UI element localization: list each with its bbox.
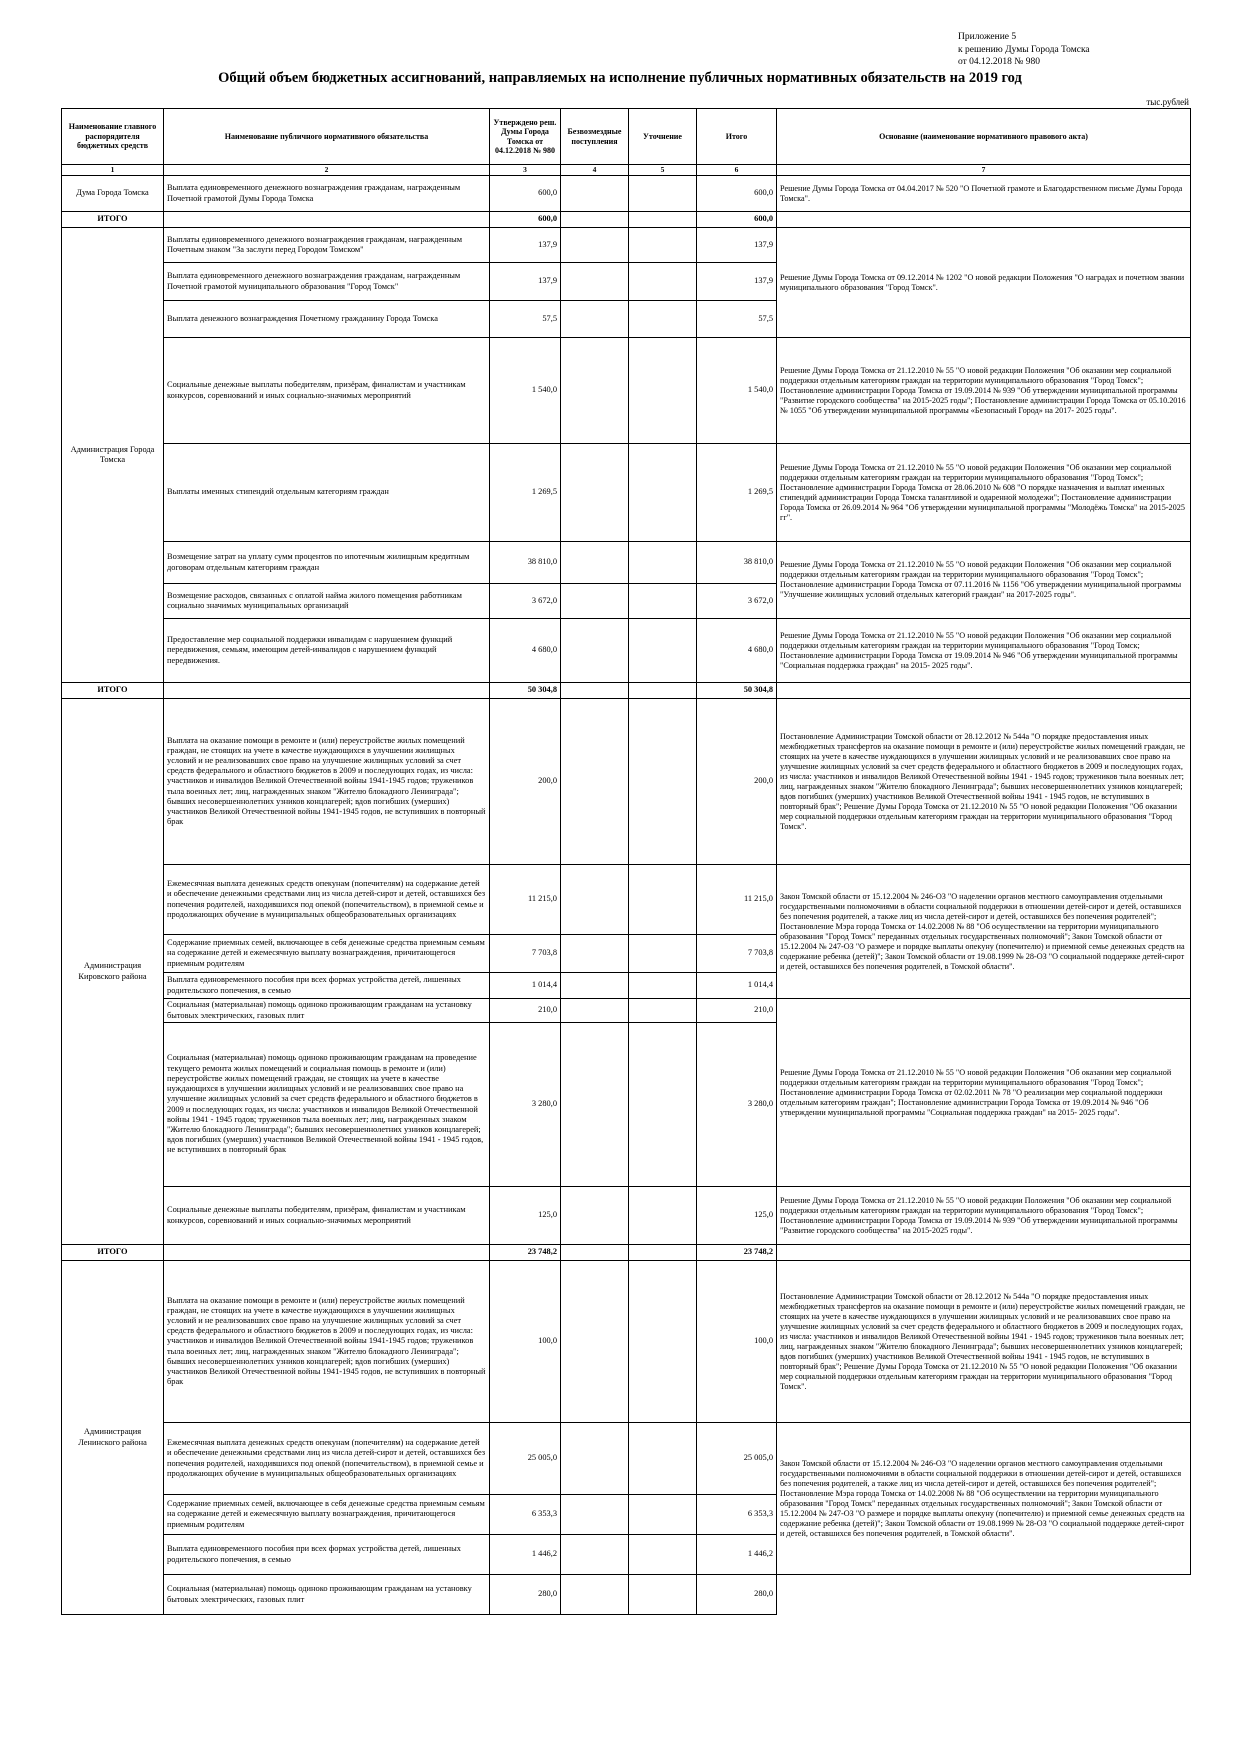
appendix-note [958, 31, 1090, 69]
subtotal-label: ИТОГО [62, 683, 164, 699]
distributor-name: Дума Города Томска [62, 176, 164, 212]
total-value: 210,0 [697, 999, 777, 1023]
basis-text: Решение Думы Города Томска от 09.12.2014 № 1202 "О новой редакции Положения "О наградах и почетном звании муниципального образования "Город Томск". [777, 228, 1191, 338]
obligation-name: Выплата на оказание помощи в ремонте и (или) переустройстве жилых помещений граждан, не стоящих на учете в качестве нуждающихся в улучшении жилищных условий и не реализовавших свое право на улучшение жилищных условий за счет средств федерального и областного бюджетов в 2009 и последующих годах, из числа: участников и инвалидов Великой Отечественной войны 1941-1945 годов; тружеников тыла военных лет; лиц, награжденных знаком "Жителю блокадного Ленинграда"; бывших несовершеннолетних узников концлагерей; вдов погибших (умерших) участников Великой Отечественной войны 1941-1945 годов, не вступивших в повторный брак [164, 699, 490, 865]
table-row [62, 1261, 1191, 1423]
subtotal-total: 23 748,2 [697, 1245, 777, 1261]
total-value: 25 005,0 [697, 1423, 777, 1495]
table-row [62, 228, 1191, 263]
col-num: 1 [62, 165, 164, 176]
distributor-name: Администрация Кировского района [62, 699, 164, 1245]
approved-value: 6 353,3 [490, 1495, 561, 1535]
obligation-name: Выплата единовременного денежного вознаграждения гражданам, награжденным Почетной грамотой Думы Города Томска [164, 176, 490, 212]
table-row [62, 619, 1191, 683]
obligation-name: Социальная (материальная) помощь одиноко проживающим гражданам на установку бытовых электрических, газовых плит [164, 999, 490, 1023]
approved-value: 3 280,0 [490, 1023, 561, 1187]
obligation-name: Содержание приемных семей, включающее в себя денежные средства приемным семьям на содержание детей и ежемесячную выплату вознаграждения, причитающегося приемным родителям [164, 1495, 490, 1535]
total-value: 3 672,0 [697, 584, 777, 619]
col-num: 4 [561, 165, 629, 176]
obligation-name: Выплата единовременного пособия при всех формах устройства детей, лишенных родительского попечения, в семью [164, 973, 490, 999]
obligation-name: Выплата единовременного денежного вознаграждения гражданам, награжденным Почетной грамотой муниципального образования "Город Томск" [164, 263, 490, 301]
table-row [62, 1187, 1191, 1245]
header-total: Итого [697, 109, 777, 165]
appendix-line-1: Приложение 5 [958, 32, 1017, 42]
distributor-name: Администрация Города Томска [62, 228, 164, 683]
approved-value: 38 810,0 [490, 542, 561, 584]
obligation-name: Выплаты единовременного денежного вознаграждения гражданам, награжденным Почетным знаком "За заслуги перед Городом Томском" [164, 228, 490, 263]
col-num: 2 [164, 165, 490, 176]
table-row [62, 542, 1191, 584]
obligation-name: Ежемесячная выплата денежных средств опекунам (попечителям) на содержание детей и обеспечение денежными средствами лиц из числа детей-сирот и детей, оставшихся без попечения родителей, находившихся под опекой (попечительством), в приемной семье и продолжающих обучение в муниципальных общеобразовательных организациях [164, 1423, 490, 1495]
obligation-name: Социальные денежные выплаты победителям, призёрам, финалистам и участникам конкурсов, соревнований и иных социально-значимых мероприятий [164, 1187, 490, 1245]
table-row [62, 338, 1191, 444]
basis-text: Решение Думы Города Томска от 21.12.2010 № 55 "О новой редакции Положения "Об оказании мер социальной поддержки отдельным категориям граждан на территории муниципального образования "Город Томск"; Постановление администрации Города Томска от 02.02.2011 № 78 "О реализации мер социальной поддержки отдельным категориям граждан"; Постановление администрации Города Томска от 19.09.2014 № 946 "Об утверждении муниципальной программы "Социальная поддержка граждан" на 2015- 2025 годы". [777, 999, 1191, 1187]
approved-value: 25 005,0 [490, 1423, 561, 1495]
obligation-name: Содержание приемных семей, включающее в себя денежные средства приемным семьям на содержание детей и ежемесячную выплату вознаграждения, причитающегося приемным родителям [164, 935, 490, 973]
approved-value: 210,0 [490, 999, 561, 1023]
table-row [62, 176, 1191, 212]
header-row [62, 109, 1191, 165]
total-value: 1 446,2 [697, 1535, 777, 1575]
subtotal-row [62, 683, 1191, 699]
total-value: 38 810,0 [697, 542, 777, 584]
total-value: 1 269,5 [697, 444, 777, 542]
obligation-name: Предоставление мер социальной поддержки инвалидам с нарушением функций передвижения, семьям, имеющим детей-инвалидов с нарушением функций передвижения. [164, 619, 490, 683]
basis-text: Решение Думы Города Томска от 21.12.2010 № 55 "О новой редакции Положения "Об оказании мер социальной поддержки отдельным категориям граждан на территории муниципального образования "Город Томск"; Постановление администрации Города Томска от 19.09.2014 № 939 "Об утверждении муниципальной программы "Развитие городского сообщества" на 2015-2025 годы"; Постановление администрации Города Томска от 05.10.2016 № 1055 "Об утверждении муниципальной программы «Безопасный Город» на 2017- 2025 годы". [777, 338, 1191, 444]
subtotal-approved: 23 748,2 [490, 1245, 561, 1261]
obligation-name: Социальные денежные выплаты победителям, призёрам, финалистам и участникам конкурсов, соревнований и иных социально-значимых мероприятий [164, 338, 490, 444]
total-value: 57,5 [697, 301, 777, 338]
obligation-name: Ежемесячная выплата денежных средств опекунам (попечителям) на содержание детей и обеспечение денежными средствами лиц из числа детей-сирот и детей, оставшихся без попечения родителей, находившихся под опекой (попечительством), в приемной семье и продолжающих обучение в муниципальных общеобразовательных организациях [164, 865, 490, 935]
approved-value: 137,9 [490, 228, 561, 263]
approved-value: 200,0 [490, 699, 561, 865]
total-value: 100,0 [697, 1261, 777, 1423]
header-obligation: Наименование публичного нормативного обязательства [164, 109, 490, 165]
col-num: 3 [490, 165, 561, 176]
basis-text: Решение Думы Города Томска от 21.12.2010 № 55 "О новой редакции Положения "Об оказании мер социальной поддержки отдельным категориям граждан на территории муниципального образования "Город Томск"; Постановление администрации Города Томска от 28.06.2010 № 608 "О порядке назначения и выплат именных стипендий администрации Города Томска талантливой и одаренной молодежи"; Постановление администрации Города Томска от 26.09.2014 № 964 "Об утверждении муниципальной программы "Молодёжь Томска" на 2015-2025 гг". [777, 444, 1191, 542]
header-approved: Утверждено реш. Думы Города Томска от 04.12.2018 № 980 [490, 109, 561, 165]
total-value: 3 280,0 [697, 1023, 777, 1187]
approved-value: 3 672,0 [490, 584, 561, 619]
approved-value: 1 014,4 [490, 973, 561, 999]
approved-value: 1 446,2 [490, 1535, 561, 1575]
header-free-receipts: Безвозмездные поступления [561, 109, 629, 165]
distributor-name: Администрация Ленинского района [62, 1261, 164, 1615]
basis-text: Закон Томской области от 15.12.2004 № 246-ОЗ "О наделении органов местного самоуправления отдельными государственными полномочиями в области социальной поддержки в отношении детей-сирот и детей, оставшихся без попечения родителей, а также лиц из числа детей-сирот и детей, оставшихся без попечения родителей"; Постановление Мэра города Томска от 14.02.2008 № 88 "Об осуществлении на территории муниципального образования "Город Томск" переданных отдельных государственных полномочий"; Закон Томской области от 15.12.2004 № 247-ОЗ "О размере и порядке выплаты опекуну (попечителю) и приемной семье денежных средств на содержание ребенка (детей)"; Закон Томской области от 19.08.1999 № 28-ОЗ "О социальной поддержке детей-сирот и детей, оставшихся без попечения родителей, в Томской области". [777, 1423, 1191, 1575]
obligation-name: Возмещение расходов, связанных с оплатой найма жилого помещения работникам социально значимых муниципальных организаций [164, 584, 490, 619]
total-value: 280,0 [697, 1575, 777, 1615]
total-value: 6 353,3 [697, 1495, 777, 1535]
subtotal-total: 50 304,8 [697, 683, 777, 699]
approved-value: 11 215,0 [490, 865, 561, 935]
col-num: 6 [697, 165, 777, 176]
refinement-value [629, 176, 697, 212]
total-value: 125,0 [697, 1187, 777, 1245]
basis-text: Решение Думы Города Томска от 04.04.2017 № 520 "О Почетной грамоте и Благодарственном письме Думы Города Томска". [777, 176, 1191, 212]
approved-value: 57,5 [490, 301, 561, 338]
obligation-name: Выплата единовременного пособия при всех формах устройства детей, лишенных родительского попечения, в семью [164, 1535, 490, 1575]
table-row [62, 865, 1191, 935]
obligation-name: Социальная (материальная) помощь одиноко проживающим гражданам на установку бытовых электрических, газовых плит [164, 1575, 490, 1615]
subtotal-approved: 50 304,8 [490, 683, 561, 699]
approved-value: 125,0 [490, 1187, 561, 1245]
header-distributor: Наименование главного распорядителя бюджетных средств [62, 109, 164, 165]
free-receipts-value [561, 176, 629, 212]
subtotal-label: ИТОГО [62, 212, 164, 228]
subtotal-label: ИТОГО [62, 1245, 164, 1261]
basis-text: Решение Думы Города Томска от 21.12.2010 № 55 "О новой редакции Положения "Об оказании мер социальной поддержки отдельным категориям граждан на территории муниципального образования "Город Томск"; Постановление администрации Города Томска от 19.09.2014 № 939 "Об утверждении муниципальной программы "Развитие городского сообщества" на 2015-2025 годы". [777, 1187, 1191, 1245]
table-row [62, 1423, 1191, 1495]
basis-text: Постановление Администрации Томской области от 28.12.2012 № 544а "О порядке предоставления иных межбюджетных трансфертов на оказание помощи в ремонте и (или) переустройстве жилых помещений граждан, не стоящих на учете в качестве нуждающихся в улучшении жилищных условий и не реализовавших свое право на улучшение жилищных условий за счет средств федерального и областного бюджетов в 2009 и последующих годах, из числа: участников и инвалидов Великой Отечественной войны 1941 - 1945 годов; тружеников тыла военных лет; лиц, награжденных знаком "Жителю блокадного Ленинграда"; бывших несовершеннолетних узников концлагерей; вдов погибших (умерших) участников Великой Отечественной войны 1941 - 1945 годов, не вступивших в повторный брак"; Решение Думы Города Томска от 21.12.2010 № 55 "О новой редакции Положения "Об оказании мер социальной поддержки отдельным категориям граждан на территории муниципального образования "Город Томск". [777, 1261, 1191, 1423]
approved-value: 4 680,0 [490, 619, 561, 683]
total-value: 4 680,0 [697, 619, 777, 683]
obligation-name: Возмещение затрат на уплату сумм процентов по ипотечным жилищным кредитным договорам отдельным категориям граждан [164, 542, 490, 584]
total-value: 1 540,0 [697, 338, 777, 444]
appendix-line-2: к решению Думы Города Томска [958, 44, 1090, 55]
basis-text: Решение Думы Города Томска от 21.12.2010 № 55 "О новой редакции Положения "Об оказании мер социальной поддержки отдельным категориям граждан на территории муниципального образования "Город Томск; Постановление администрации Города Томска от 19.09.2014 № 946 "Об утверждении муниципальной программы "Социальная поддержка граждан" на 2015- 2025 годы". [777, 619, 1191, 683]
table-row [62, 444, 1191, 542]
approved-value: 7 703,8 [490, 935, 561, 973]
appendix-line-3: от 04.12.2018 № 980 [958, 57, 1040, 67]
total-value: 1 014,4 [697, 973, 777, 999]
obligation-name: Выплаты именных стипендий отдельным категориям граждан [164, 444, 490, 542]
units-label: тыс.рублей [1146, 97, 1189, 107]
approved-value: 1 540,0 [490, 338, 561, 444]
approved-value: 280,0 [490, 1575, 561, 1615]
basis-text: Закон Томской области от 15.12.2004 № 246-ОЗ "О наделении органов местного самоуправления отдельными государственными полномочиями в области социальной поддержки в отношении детей-сирот и детей, оставшихся без попечения родителей, а также лиц из числа детей-сирот и детей, оставшихся без попечения родителей"; Постановление Мэра города Томска от 14.02.2008 № 88 "Об осуществлении на территории муниципального образования "Город Томск" переданных отдельных государственных полномочий"; Закон Томской области от 15.12.2004 № 247-ОЗ "О размере и порядке выплаты опекуну (попечителю) и приемной семье денежных средств на содержание ребенка (детей)"; Закон Томской области от 19.08.1999 № 28-ОЗ "О социальной поддержке детей-сирот и детей, оставшихся без попечения родителей, в Томской области". [777, 865, 1191, 999]
appropriations-table [61, 108, 1191, 1615]
total-value: 137,9 [697, 263, 777, 301]
approved-value: 100,0 [490, 1261, 561, 1423]
obligation-name: Выплата на оказание помощи в ремонте и (или) переустройстве жилых помещений граждан, не стоящих на учете в качестве нуждающихся в улучшении жилищных условий и не реализовавших свое право на улучшение жилищных условий за счет средств федерального и областного бюджетов в 2009 и последующих годах, из числа: участников и инвалидов Великой Отечественной войны 1941-1945 годов; тружеников тыла военных лет; лиц, награжденных знаком "Жителю блокадного Ленинграда"; бывших несовершеннолетних узников концлагерей; вдов погибших (умерших) участников Великой Отечественной войны 1941-1945 годов, не вступивших в повторный брак [164, 1261, 490, 1423]
header-refinement: Уточнение [629, 109, 697, 165]
approved-value: 137,9 [490, 263, 561, 301]
approved-value: 600,0 [490, 176, 561, 212]
col-num: 5 [629, 165, 697, 176]
approved-value: 1 269,5 [490, 444, 561, 542]
total-value: 11 215,0 [697, 865, 777, 935]
subtotal-approved: 600,0 [490, 212, 561, 228]
table-row [62, 999, 1191, 1023]
total-value: 600,0 [697, 176, 777, 212]
table-row [62, 1575, 1191, 1615]
column-number-row [62, 165, 1191, 176]
obligation-name: Социальная (материальная) помощь одиноко проживающим гражданам на проведение текущего ремонта жилых помещений и социальная помощь в ремонте и (или) переустройстве жилых помещений граждан, не стоящих на учете в качестве нуждающихся в улучшении жилищных условий и не реализовавших свое право на улучшение жилищных условий за счет средств федерального и областного бюджетов в 2009 и последующих годах, из числа: участников и инвалидов Великой Отечественной войны 1941 - 1945 годов; тружеников тыла военных лет; лиц, награжденных знаком "Жителю блокадного Ленинграда"; бывших несовершеннолетних узников концлагерей; вдов погибших (умерших) участников Великой Отечественной войны 1941 - 1945 годов, не вступивших в повторный брак [164, 1023, 490, 1187]
subtotal-row [62, 212, 1191, 228]
obligation-name: Выплата денежного вознаграждения Почетному гражданину Города Томска [164, 301, 490, 338]
total-value: 137,9 [697, 228, 777, 263]
header-basis: Основание (наименование нормативного правового акта) [777, 109, 1191, 165]
basis-text: Постановление Администрации Томской области от 28.12.2012 № 544а "О порядке предоставления иных межбюджетных трансфертов на оказание помощи в ремонте и (или) переустройстве жилых помещений граждан, не стоящих на учете в качестве нуждающихся в улучшении жилищных условий и не реализовавших свое право на улучшение жилищных условий за счет средств федерального и областного бюджетов в 2009 и последующих годах, из числа: участников и инвалидов Великой Отечественной войны 1941 - 1945 годов; тружеников тыла военных лет; лиц, награжденных знаком "Жителю блокадного Ленинграда"; бывших несовершеннолетних узников концлагерей; вдов погибших (умерших) участников Великой Отечественной войны 1941 - 1945 годов, не вступивших в повторный брак"; Решение Думы Города Томска от 21.12.2010 № 55 "О новой редакции Положения "Об оказании мер социальной поддержки отдельным категориям граждан на территории муниципального образования "Город Томск". [777, 699, 1191, 865]
table-row [62, 699, 1191, 865]
subtotal-row [62, 1245, 1191, 1261]
document-title: Общий объем бюджетных ассигнований, направляемых на исполнение публичных нормативных обязательств на 2019 год [218, 70, 1022, 86]
total-value: 200,0 [697, 699, 777, 865]
basis-text: Решение Думы Города Томска от 21.12.2010 № 55 "О новой редакции Положения "Об оказании мер социальной поддержки отдельным категориям граждан на территории муниципального образования "Город Томск"; Постановление администрации Города Томска от 07.11.2016 № 1156 "Об утверждении муниципальной программы "Улучшение жилищных условий отдельных категорий граждан" на 2017-2025 годы". [777, 542, 1191, 619]
subtotal-total: 600,0 [697, 212, 777, 228]
col-num: 7 [777, 165, 1191, 176]
total-value: 7 703,8 [697, 935, 777, 973]
